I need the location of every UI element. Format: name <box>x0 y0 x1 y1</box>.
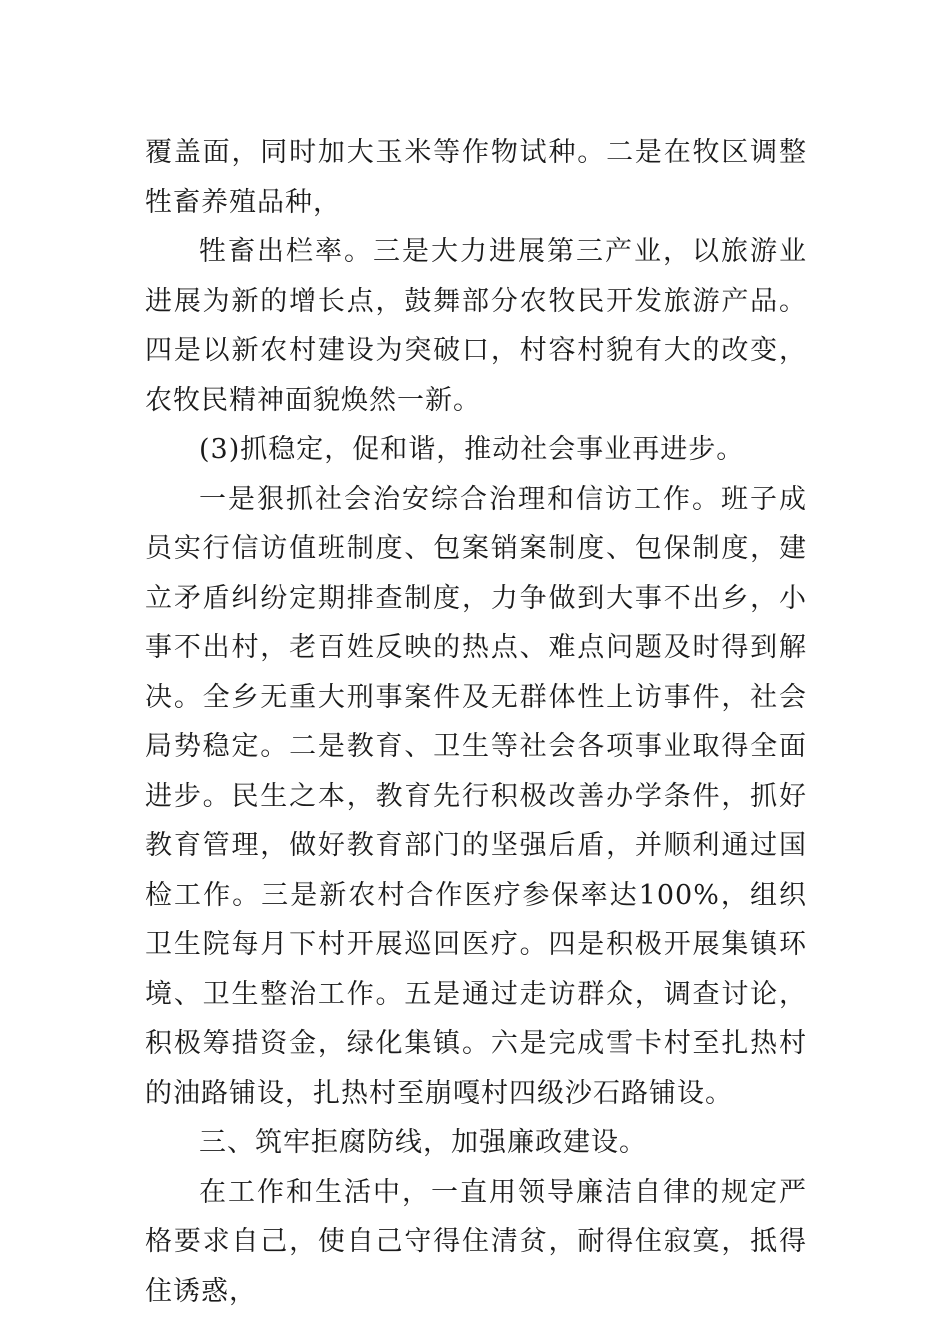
paragraph-1: 覆盖面，同时加大玉米等作物试种。二是在牧区调整牲畜养殖品种， <box>145 137 807 218</box>
paragraph-6: 在工作和生活中，一直用领导廉洁自律的规定严格要求自己，使自己守得住清贫，耐得住寂寞，抵得住诱惑， <box>145 1176 807 1307</box>
paragraph-2: 牲畜出栏率。三是大力进展第三产业，以旅游业进展为新的增长点，鼓舞部分农牧民开发旅游产品。四是以新农村建设为突破口，村容村貌有大的改变，农牧民精神面貌焕然一新。 <box>145 236 807 416</box>
document-body <box>145 128 807 1316</box>
paragraph-4: 一是狠抓社会治安综合治理和信访工作。班子成员实行信访值班制度、包案销案制度、包保制度，建立矛盾纠纷定期排查制度，力争做到大事不出乡，小事不出村，老百姓反映的热点、难点问题及时得到解决。全乡无重大刑事案件及无群体性上访事件，社会局势稳定。二是教育、卫生等社会各项事业取得全面进步。民生之本，教育先行积极改善办学条件，抓好教育管理，做好教育部门的坚强后盾，并顺利通过国检工作。三是新农村合作医疗参保率达100%，组织卫生院每月下村开展巡回医疗。四是积极开展集镇环境、卫生整治工作。五是通过走访群众，调查讨论，积极筹措资金，绿化集镇。六是完成雪卡村至扎热村的油路铺设，扎热村至崩嘎村四级沙石路铺设。 <box>145 483 807 1109</box>
section-heading-3: 三、筑牢拒腐防线，加强廉政建设。 <box>199 1127 647 1158</box>
paragraph-3-heading: (3)抓稳定，促和谐，推动社会事业再进步。 <box>199 434 745 465</box>
